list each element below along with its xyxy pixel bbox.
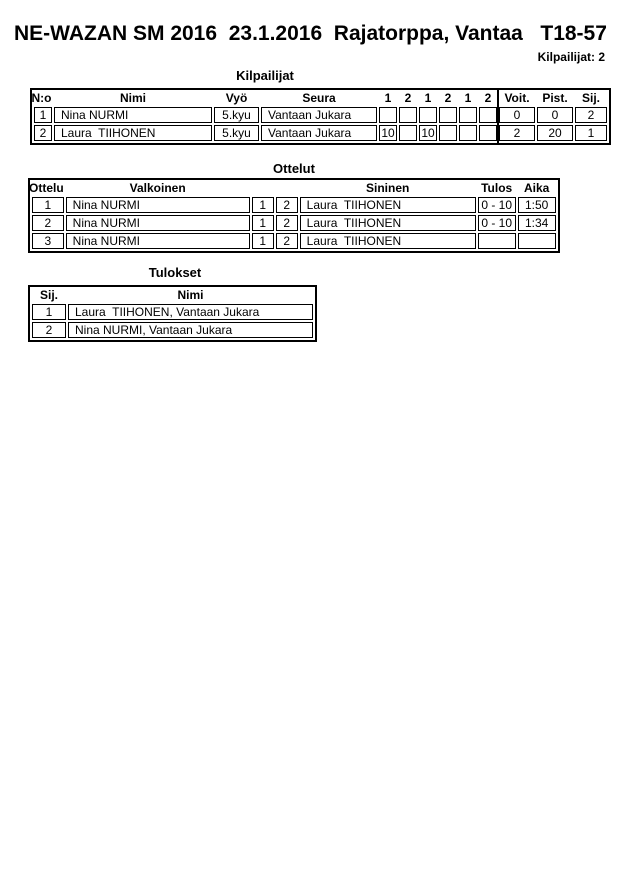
points-cell: 20 [537, 125, 573, 141]
match-number-cell: 1 [32, 197, 64, 213]
competitor-name-cell: Nina NURMI [54, 107, 212, 123]
blue-player-cell: Laura TIIHONEN [300, 215, 476, 231]
score-cell [479, 107, 497, 123]
white-player-cell: Nina NURMI [66, 233, 250, 249]
col-header-valkoinen: Valkoinen [129, 181, 186, 195]
competitor-name-cell: Laura TIIHONEN [54, 125, 212, 141]
score-cell: 10 [419, 125, 437, 141]
wins-cell: 0 [499, 107, 535, 123]
white-number-cell: 1 [252, 215, 274, 231]
result-cell: 0 - 10 [478, 215, 516, 231]
col-header-ottelu: Ottelu [29, 181, 64, 195]
match-number-cell: 3 [32, 233, 64, 249]
col-header-score-2: 2 [404, 91, 412, 105]
col-header-white-number [252, 182, 274, 195]
page-title: NE-WAZAN SM 2016 23.1.2016 Rajatorppa, Vantaa T18-57 [14, 22, 607, 45]
competitor-club-cell: Vantaan Jukara [261, 125, 377, 141]
col-header-score-4: 2 [444, 91, 452, 105]
score-cell [399, 107, 417, 123]
col-header-score-6: 2 [484, 91, 492, 105]
competitor-belt-cell: 5.kyu [214, 125, 259, 141]
section-title-tulokset: Tulokset [148, 265, 202, 280]
ottelut-table [28, 178, 560, 253]
score-cell [439, 125, 457, 141]
match-row [32, 197, 556, 213]
col-header-pist: Pist. [542, 91, 568, 105]
white-number-cell: 1 [252, 233, 274, 249]
blue-player-cell: Laura TIIHONEN [300, 233, 476, 249]
col-header-no: N:o [31, 91, 52, 105]
placement-cell: 2 [575, 107, 607, 123]
kilpailijat-grid [30, 88, 611, 145]
match-row [32, 215, 556, 231]
result-cell [478, 233, 516, 249]
blue-number-cell: 2 [276, 197, 298, 213]
blue-number-cell: 2 [276, 215, 298, 231]
col-header-voit: Voit. [504, 91, 530, 105]
score-cell [379, 107, 397, 123]
score-cell [459, 107, 477, 123]
competitor-belt-cell: 5.kyu [214, 107, 259, 123]
placement-cell: 1 [575, 125, 607, 141]
competitor-club-cell: Vantaan Jukara [261, 107, 377, 123]
score-cell [419, 107, 437, 123]
ottelut-grid [28, 178, 560, 253]
col-header-aika: Aika [523, 181, 550, 195]
score-cell [479, 125, 497, 141]
competitor-row [34, 107, 607, 123]
result-row [32, 322, 313, 338]
points-cell: 0 [537, 107, 573, 123]
rank-cell: 1 [32, 304, 66, 320]
col-header-tulos: Tulos [481, 181, 513, 195]
score-cell [439, 107, 457, 123]
white-player-cell: Nina NURMI [66, 197, 250, 213]
result-row [32, 304, 313, 320]
time-cell: 1:34 [518, 215, 556, 231]
result-name-cell: Laura TIIHONEN, Vantaan Jukara [68, 304, 313, 320]
white-player-cell: Nina NURMI [66, 215, 250, 231]
col-header-nimi: Nimi [177, 288, 204, 302]
time-cell [518, 233, 556, 249]
competitor-number-cell: 2 [34, 125, 52, 141]
col-header-score-1: 1 [384, 91, 392, 105]
col-header-seura: Seura [302, 91, 336, 105]
col-header-sij: Sij. [39, 288, 58, 302]
score-cell [459, 125, 477, 141]
col-header-sij: Sij. [581, 91, 600, 105]
white-number-cell: 1 [252, 197, 274, 213]
col-header-blue-number [276, 182, 298, 195]
kilpailijat-table [30, 88, 611, 145]
col-header-nimi: Nimi [119, 91, 146, 105]
blue-number-cell: 2 [276, 233, 298, 249]
col-header-vyo: Vyö [225, 91, 248, 105]
result-cell: 0 - 10 [478, 197, 516, 213]
score-cell: 10 [379, 125, 397, 141]
col-header-score-5: 1 [464, 91, 472, 105]
thick-column-divider [497, 88, 499, 145]
ottelut-header-row [32, 182, 556, 195]
section-title-kilpailijat: Kilpailijat [236, 68, 294, 83]
col-header-sininen: Sininen [366, 181, 410, 195]
match-row [32, 233, 556, 249]
rank-cell: 2 [32, 322, 66, 338]
tulokset-header-row [32, 289, 313, 302]
result-name-cell: Nina NURMI, Vantaan Jukara [68, 322, 313, 338]
wins-cell: 2 [499, 125, 535, 141]
time-cell: 1:50 [518, 197, 556, 213]
competitor-row [34, 125, 607, 141]
blue-player-cell: Laura TIIHONEN [300, 197, 476, 213]
tulokset-table [28, 285, 317, 342]
competitors-count: Kilpailijat: 2 [537, 50, 605, 64]
score-cell [399, 125, 417, 141]
kilpailijat-header-row [34, 92, 607, 105]
tulokset-grid [28, 285, 317, 342]
section-title-ottelut: Ottelut [273, 161, 315, 176]
match-number-cell: 2 [32, 215, 64, 231]
col-header-score-3: 1 [424, 91, 432, 105]
competitor-number-cell: 1 [34, 107, 52, 123]
